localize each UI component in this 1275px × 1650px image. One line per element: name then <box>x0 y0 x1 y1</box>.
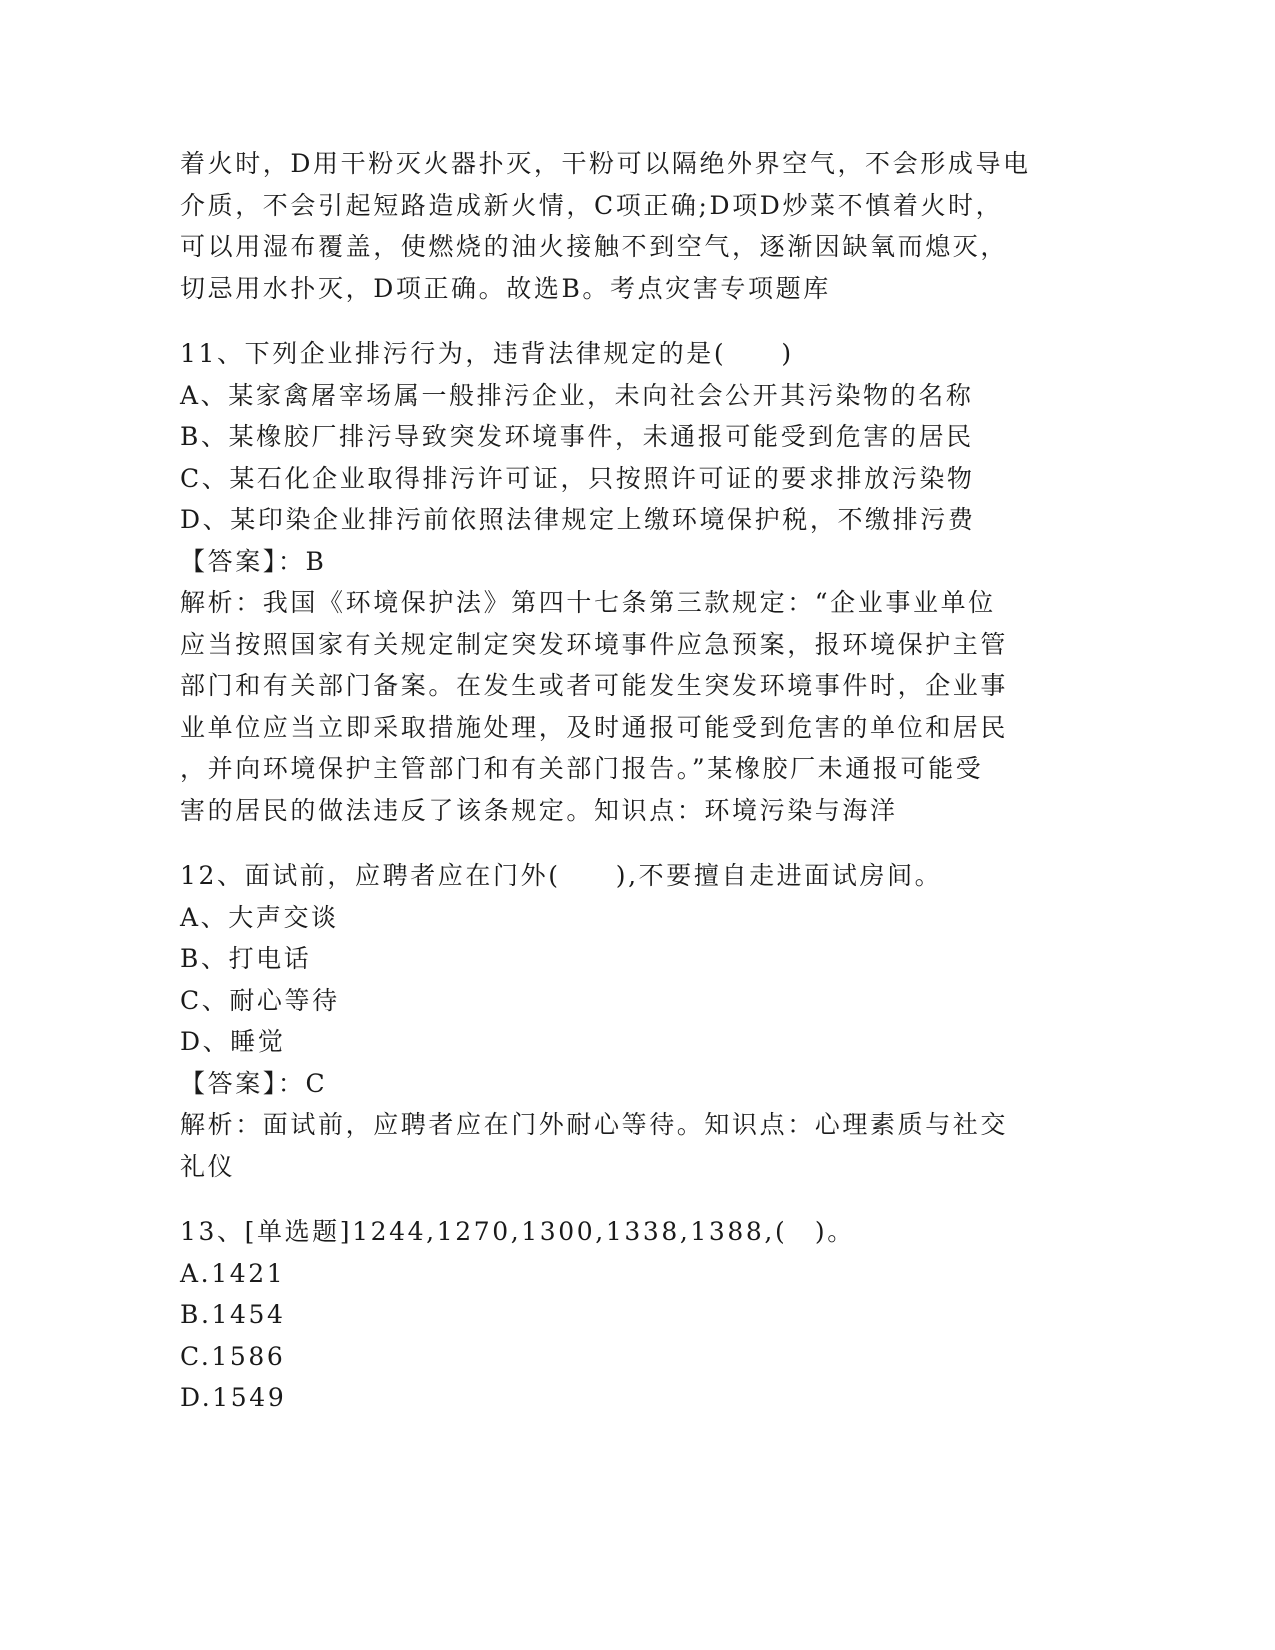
option-a: A.1421 <box>180 1258 286 1288</box>
option-a: A、大声交谈 <box>180 902 339 932</box>
option-b: B.1454 <box>180 1300 286 1329</box>
spacer <box>180 831 1060 855</box>
option-d: D、睡觉 <box>180 1027 286 1056</box>
analysis-line: 应当按照国家有关规定制定突发环境事件应急预案，报环境保护主管 <box>180 629 1009 659</box>
option-c: C.1586 <box>180 1341 286 1371</box>
question-12 <box>180 855 1060 1187</box>
text-line: 可以用湿布覆盖，使燃烧的油火接触不到空气，逐渐因缺氧而熄灭， <box>180 232 1009 261</box>
question-11 <box>180 333 1060 831</box>
option-c: C、某石化企业取得排污许可证，只按照许可证的要求排放污染物 <box>180 463 975 493</box>
answer-line: 【答案】：C <box>180 1068 328 1098</box>
text-line: 介质，不会引起短路造成新火情，C项正确;D项D炒菜不慎着火时， <box>180 190 1004 220</box>
analysis-line: 解析：面试前，应聘者应在门外耐心等待。知识点：心理素质与社交 <box>180 1110 1009 1139</box>
option-d: D.1549 <box>180 1383 287 1412</box>
option-d: D、某印染企业排污前依照法律规定上缴环境保护税，不缴排污费 <box>180 505 976 534</box>
analysis-line: 业单位应当立即采取措施处理，及时通报可能受到危害的单位和居民 <box>180 712 1009 742</box>
document-page <box>180 143 1060 1419</box>
analysis-line: 礼仪 <box>180 1151 236 1181</box>
analysis-line: 害的居民的做法违反了该条规定。知识点：环境污染与海洋 <box>180 795 898 825</box>
intro-paragraph <box>180 143 1060 309</box>
analysis-line: 部门和有关部门备案。在发生或者可能发生突发环境事件时，企业事 <box>180 671 1009 700</box>
analysis-line: 解析：我国《环境保护法》第四十七条第三款规定：“企业事业单位 <box>180 588 996 617</box>
answer-line: 【答案】：B <box>180 546 327 576</box>
option-b: B、打电话 <box>180 944 312 973</box>
question-13 <box>180 1211 1060 1419</box>
question-stem: 13、[单选题]1244,1270,1300,1338,1388,( )。 <box>180 1217 855 1246</box>
question-stem: 12、面试前，应聘者应在门外( ),不要擅自走进面试房间。 <box>180 861 943 890</box>
option-b: B、某橡胶厂排污导致突发环境事件，未通报可能受到危害的居民 <box>180 422 974 451</box>
option-a: A、某家禽屠宰场属一般排污企业，未向社会公开其污染物的名称 <box>180 380 974 410</box>
option-c: C、耐心等待 <box>180 985 340 1015</box>
spacer <box>180 309 1060 333</box>
analysis-line: ，并向环境保护主管部门和有关部门报告。”某橡胶厂未通报可能受 <box>180 754 984 783</box>
question-stem: 11、下列企业排污行为，违背法律规定的是( ) <box>180 339 794 368</box>
text-line: 切忌用水扑灭，D项正确。故选B。考点灾害专项题库 <box>180 273 831 303</box>
text-line: 着火时，D用干粉灭火器扑灭，干粉可以隔绝外界空气，不会形成导电 <box>180 149 1031 178</box>
spacer <box>180 1187 1060 1211</box>
